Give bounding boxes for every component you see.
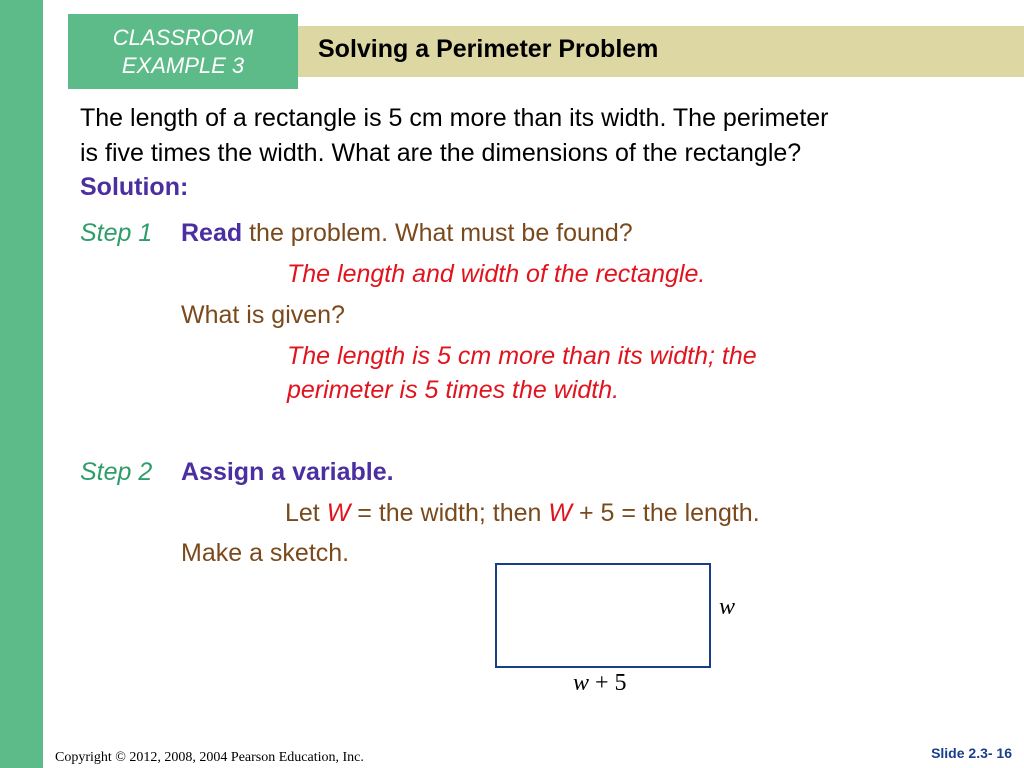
length-label-rest: + 5 (595, 670, 627, 696)
problem-statement (80, 101, 960, 171)
length-label-var: w (573, 670, 590, 696)
sketch-prompt: Make a sketch. (181, 539, 350, 567)
slide-number: Slide 2.3- 16 (931, 745, 1012, 761)
left-accent-bar (0, 0, 43, 768)
let-middle: = the width; then (357, 499, 542, 527)
solution-label: Solution: (80, 173, 189, 201)
step-1-answer-2 (287, 339, 757, 407)
rectangle-sketch (495, 563, 711, 668)
step-1-answer-1: The length and width of the rectangle. (287, 260, 706, 288)
let-prefix: Let (285, 499, 320, 527)
copyright-notice: Copyright © 2012, 2008, 2004 Pearson Education, Inc. (55, 750, 364, 765)
step-1-question-1 (181, 219, 633, 248)
width-label: w (719, 594, 736, 620)
step-2-heading: Assign a variable. (181, 458, 394, 486)
step-1-question-2: What is given? (181, 301, 345, 329)
read-keyword: Read (181, 219, 243, 247)
step-2-label: Step 2 (80, 458, 153, 486)
step-1-label: Step 1 (80, 219, 153, 247)
let-suffix: + 5 = the length. (578, 499, 760, 527)
step-1-question-1-text: the problem. What must be found? (249, 219, 633, 247)
variable-w-1: W (326, 499, 351, 527)
classroom-example-badge (68, 14, 298, 89)
answer-2-line-1: The length is 5 cm more than its width; the (287, 342, 757, 370)
slide-title: Solving a Perimeter Problem (318, 35, 659, 63)
problem-line-1: The length of a rectangle is 5 cm more than its width. The perimeter (80, 104, 829, 132)
problem-line-2: is five times the width. What are the dimensions of the rectangle? (80, 139, 802, 167)
answer-2-line-2: perimeter is 5 times the width. (287, 376, 620, 404)
badge-line-2: EXAMPLE 3 (121, 52, 245, 78)
badge-line-1: CLASSROOM (112, 24, 254, 50)
length-label (573, 670, 627, 697)
variable-w-2: W (548, 499, 572, 527)
let-statement (285, 499, 760, 528)
